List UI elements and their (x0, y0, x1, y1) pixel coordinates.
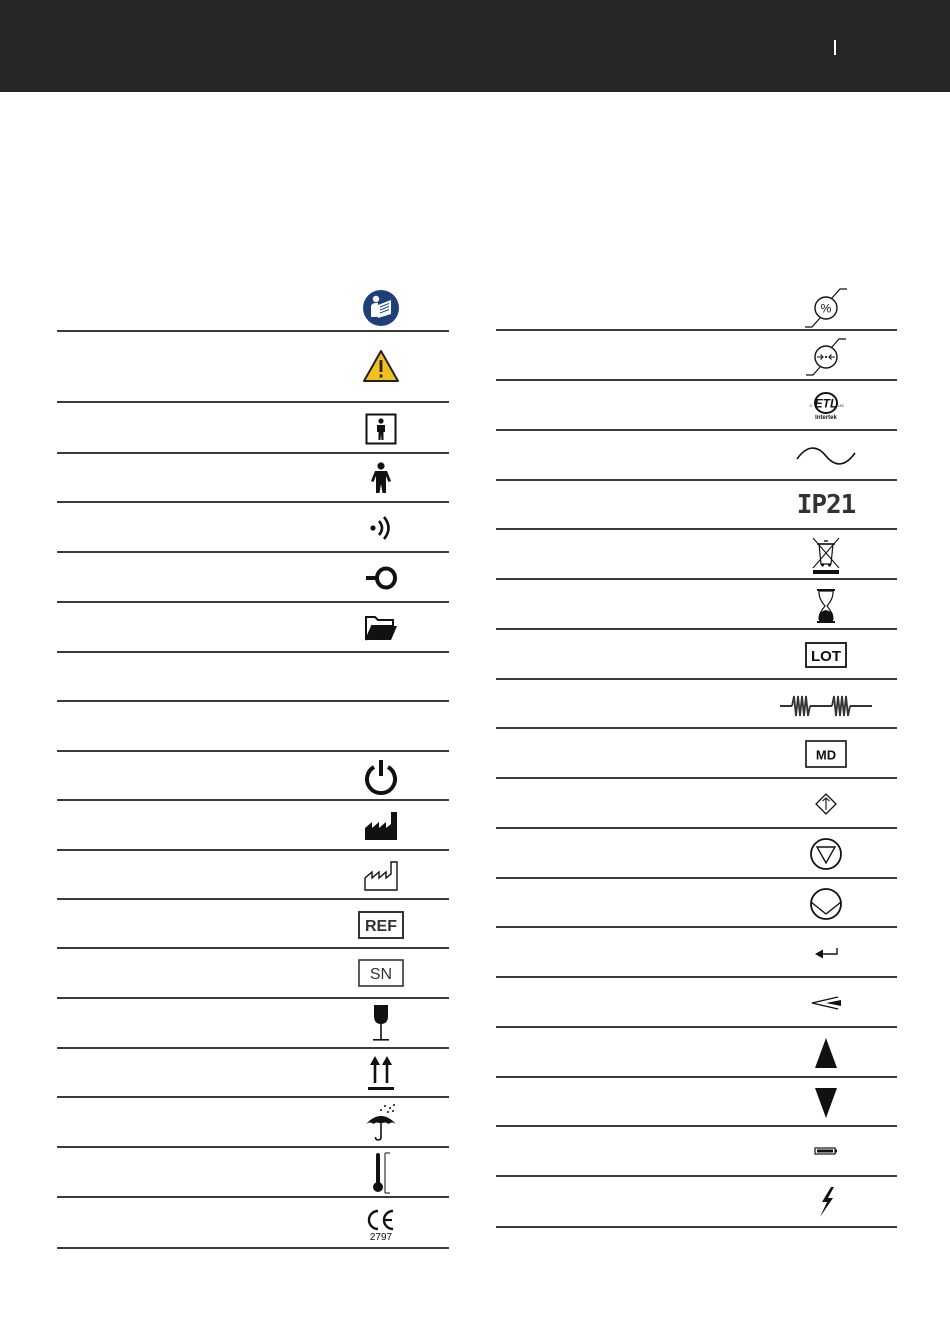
this-way-up-icon (366, 1053, 396, 1093)
table-row (496, 580, 897, 630)
page-header-bar (0, 0, 950, 92)
lightning-icon (814, 1185, 838, 1219)
heating-coil-icon (778, 692, 874, 720)
medical-device-icon (805, 740, 847, 768)
double-arrow-icon (808, 994, 844, 1012)
table-row (57, 553, 449, 603)
sn-label: SN (369, 966, 393, 983)
date-of-manufacture-icon (363, 860, 399, 892)
table-row (496, 978, 897, 1028)
table-row (57, 1098, 449, 1148)
battery-icon (814, 1146, 838, 1156)
table-row (496, 331, 897, 381)
warning-icon (362, 349, 400, 383)
serial-number-icon (358, 959, 404, 987)
down-triangle-icon (813, 1086, 839, 1120)
table-row (57, 503, 449, 553)
type-bf-applied-part-icon (365, 413, 397, 445)
table-row (57, 702, 449, 752)
table-row (496, 530, 897, 580)
table-row (496, 481, 897, 530)
power-icon (362, 758, 400, 796)
circle-valve-icon (808, 886, 844, 922)
table-row (496, 431, 897, 481)
lot-label: LOT (811, 648, 841, 665)
return-arrow-icon (812, 945, 840, 961)
table-row (496, 680, 897, 729)
connector-icon (364, 566, 398, 590)
table-row (57, 999, 449, 1049)
fragile-icon (368, 1003, 394, 1043)
table-row (496, 630, 897, 680)
table-row (496, 381, 897, 431)
ref-catalog-number-icon (358, 911, 404, 939)
consult-instructions-icon (362, 289, 400, 327)
temperature-limit-icon (369, 1151, 393, 1195)
manufacturer-icon (363, 810, 399, 842)
table-row (57, 454, 449, 503)
ref-label: REF (365, 918, 397, 935)
table-row (57, 1049, 449, 1098)
lot-number-icon (805, 642, 847, 668)
notified-body-number: 2797 (369, 1231, 393, 1243)
table-row (496, 1028, 897, 1078)
table-row (57, 1148, 449, 1198)
table-row (496, 1078, 897, 1127)
svg-text:%: % (820, 301, 832, 316)
wireless-signal-icon (366, 513, 396, 543)
table-row (57, 1198, 449, 1249)
table-row (496, 1177, 897, 1228)
table-row (57, 949, 449, 999)
table-row (496, 928, 897, 978)
svg-text:C: C (809, 402, 813, 408)
svg-text:ETL: ETL (814, 396, 838, 410)
up-triangle-icon (813, 1036, 839, 1070)
table-row (57, 603, 449, 653)
table-row (57, 851, 449, 900)
header-separator (834, 40, 836, 55)
folder-open-icon (363, 613, 399, 643)
circle-triangle-icon (808, 836, 844, 872)
table-row (496, 280, 897, 331)
table-row (496, 829, 897, 879)
table-row (57, 900, 449, 949)
left-symbol-table (57, 280, 449, 1250)
type-b-applied-part-icon (368, 461, 394, 495)
alternating-current-icon (795, 445, 857, 467)
table-row (57, 403, 449, 454)
table-row (57, 801, 449, 851)
md-label: MD (815, 747, 837, 763)
svg-text:US: US (838, 402, 844, 408)
table-row (496, 879, 897, 928)
diamond-arrow-icon (814, 792, 838, 816)
table-row (57, 653, 449, 702)
table-row (496, 729, 897, 779)
table-row (496, 779, 897, 829)
keep-dry-icon (363, 1102, 399, 1142)
pressure-limit-icon (802, 337, 850, 377)
use-by-date-icon (814, 587, 838, 625)
weee-disposal-icon (809, 536, 843, 576)
humidity-limit-icon (802, 286, 850, 330)
ip-rating-icon: IP21 (796, 490, 856, 520)
table-row (57, 752, 449, 801)
etl-listed-icon (806, 391, 846, 415)
table-row (496, 1127, 897, 1177)
ce-mark-icon (366, 1208, 396, 1232)
etl-brand-label: Intertek (815, 414, 837, 421)
table-row (57, 280, 449, 332)
table-row (57, 332, 449, 403)
right-symbol-table (496, 280, 897, 1230)
